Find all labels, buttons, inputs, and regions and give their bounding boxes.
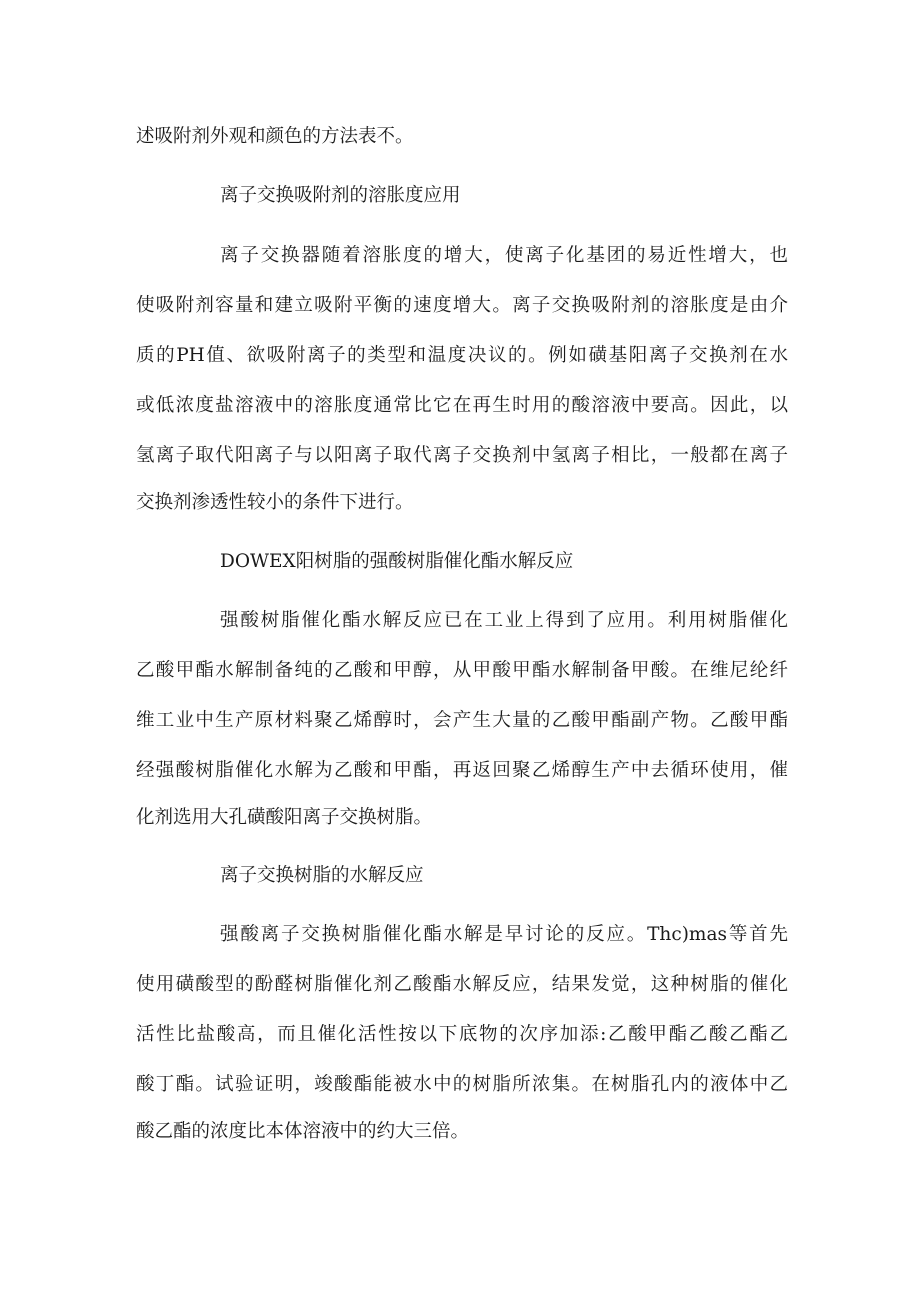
paragraph-line: 交换剂渗透性较小的条件下进行。	[136, 492, 414, 513]
paragraph-line: 或低浓度盐溶液中的溶胀度通常比它在再生时用的酸溶液中要高。因此，以	[136, 395, 788, 416]
paragraph-line: 使用磺酸型的酚醛树脂催化剂乙酸酯水解反应，结果发觉，这种树脂的催化	[136, 974, 788, 995]
paragraph-line: 维工业中生产原材料聚乙烯醇时，会产生大量的乙酸甲酯副产物。乙酸甲酯	[136, 710, 788, 731]
section-heading-dowex: DOWEX阳树脂的强酸树脂催化酯水解反应	[220, 551, 574, 572]
paragraph-line: 化剂选用大孔磺酸阳离子交换树脂。	[136, 807, 433, 828]
paragraph-line: 乙酸甲酯水解制备纯的乙酸和甲醇，从甲酸甲酯水解制备甲酸。在维尼纶纤	[136, 660, 788, 681]
paragraph-line: 离子交换器随着溶胀度的增大，使离子化基团的易近性增大，也	[220, 245, 788, 266]
intro-line: 述吸附剂外观和颜色的方法表不。	[136, 126, 414, 147]
paragraph-line: 质的PH值、欲吸附离子的类型和温度决议的。例如磺基阳离子交换剂在水	[136, 345, 788, 366]
section-heading-hydrolysis: 离子交换树脂的水解反应	[220, 865, 424, 886]
paragraph-line: 使吸附剂容量和建立吸附平衡的速度增大。离子交换吸附剂的溶胀度是由介	[136, 295, 788, 316]
section-heading-swelling: 离子交换吸附剂的溶胀度应用	[220, 185, 461, 206]
paragraph-line: 氢离子取代阳离子与以阳离子取代离子交换剂中氢离子相比，一般都在离子	[136, 445, 788, 466]
paragraph-line: 酸丁酯。试验证明，竣酸酯能被水中的树脂所浓集。在树脂孔内的液体中乙	[136, 1074, 788, 1095]
paragraph-line: 强酸离子交换树脂催化酯水解是早讨论的反应。Thc)mas等首先	[220, 924, 788, 945]
paragraph-line: 强酸树脂催化酯水解反应已在工业上得到了应用。利用树脂催化	[220, 610, 788, 631]
paragraph-line: 酸乙酯的浓度比本体溶液中的约大三倍。	[136, 1121, 470, 1142]
paragraph-line: 活性比盐酸高，而且催化活性按以下底物的次序加添:乙酸甲酯乙酸乙酯乙	[136, 1024, 788, 1045]
paragraph-line: 经强酸树脂催化水解为乙酸和甲酯，再返回聚乙烯醇生产中去循环使用，催	[136, 760, 788, 781]
